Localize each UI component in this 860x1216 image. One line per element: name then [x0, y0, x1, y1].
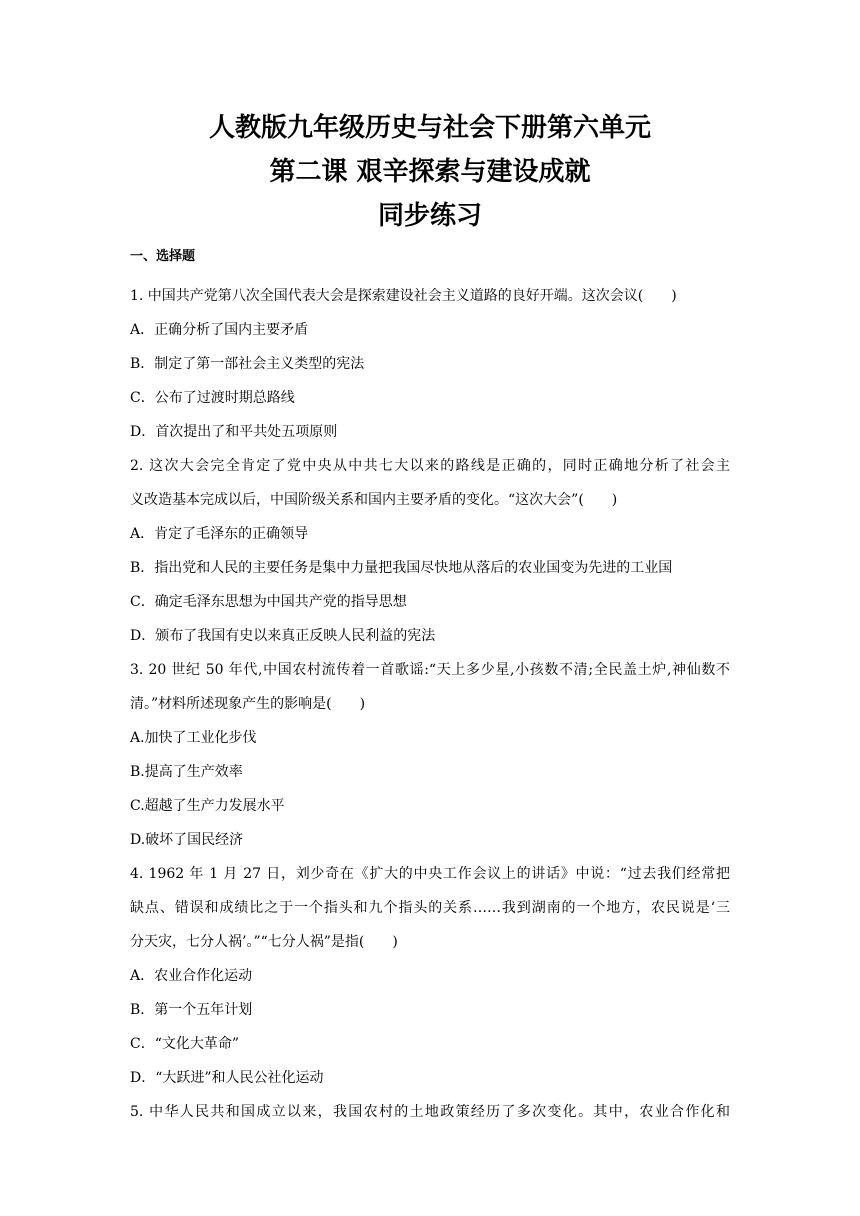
question-3	[130, 653, 730, 857]
question-4	[130, 857, 730, 1095]
option-a: A．农业合作化运动	[130, 968, 253, 984]
question-stem-continued: 清。”材料所述现象产生的影响是( )	[130, 696, 366, 712]
question-2	[130, 449, 730, 653]
document-title: 人教版九年级历史与社会下册第六单元	[208, 113, 651, 143]
option-a: A.加快了工业化步伐	[130, 730, 257, 746]
question-stem: 4. 1962 年 1 月 27 日，刘少奇在《扩大的中央工作会议上的讲话》中说：“过去我们经常把	[130, 866, 730, 882]
option-c: C．公布了过渡时期总路线	[130, 390, 295, 406]
option-b: B．制定了第一部社会主义类型的宪法	[130, 356, 365, 372]
option-a: A．正确分析了国内主要矛盾	[130, 322, 309, 338]
question-list	[130, 279, 730, 1129]
option-b: B．指出党和人民的主要任务是集中力量把我国尽快地从落后的农业国变为先进的工业国	[130, 560, 673, 576]
option-c: C.超越了生产力发展水平	[130, 798, 285, 814]
option-b: B.提高了生产效率	[130, 764, 243, 780]
question-stem: 1. 中国共产党第八次全国代表大会是探索建设社会主义道路的良好开端。这次会议( )	[130, 288, 677, 304]
option-d: D．“大跃进”和人民公社化运动	[130, 1070, 324, 1086]
question-stem-continued: 缺点、错误和成绩比之于一个指头和九个指头的关系……我到湖南的一个地方，农民说是‘三	[130, 900, 730, 916]
option-d: D.破坏了国民经济	[130, 832, 244, 848]
option-d: D．颁布了我国有史以来真正反映人民利益的宪法	[130, 628, 436, 644]
lesson-title: 第二课 艰辛探索与建设成就	[269, 157, 591, 187]
question-stem-continued: 分天灾，七分人祸’。”“七分人祸”是指( )	[130, 934, 398, 950]
option-c: C．确定毛泽东思想为中国共产党的指导思想	[130, 594, 407, 610]
question-stem: 2. 这次大会完全肯定了党中央从中共七大以来的路线是正确的，同时正确地分析了社会主	[130, 458, 730, 474]
option-a: A．肯定了毛泽东的正确领导	[130, 526, 309, 542]
question-1	[130, 279, 730, 449]
option-b: B．第一个五年计划	[130, 1002, 253, 1018]
option-d: D．首次提出了和平共处五项原则	[130, 424, 338, 440]
exercise-title: 同步练习	[377, 201, 482, 231]
question-5	[130, 1095, 730, 1129]
option-c: C．“文化大革命”	[130, 1036, 240, 1052]
section-heading: 一、选择题	[130, 249, 196, 264]
question-stem: 5. 中华人民共和国成立以来，我国农村的土地政策经历了多次变化。其中，农业合作化和	[130, 1104, 730, 1120]
question-stem-continued: 义改造基本完成以后，中国阶级关系和国内主要矛盾的变化。“这次大会”( )	[130, 492, 618, 508]
question-stem: 3. 20 世纪 50 年代,中国农村流传着一首歌谣:“天上多少星,小孩数不清;全民盖土炉,神仙数不	[130, 662, 730, 678]
